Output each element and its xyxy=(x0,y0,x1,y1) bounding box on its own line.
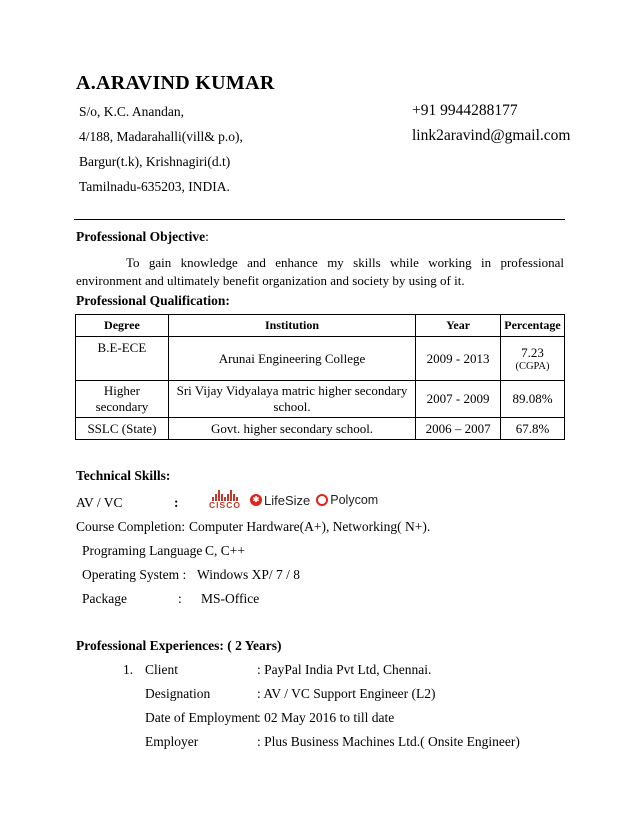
date-of-employment-label: Date of Employment xyxy=(145,710,259,725)
designation-value: : AV / VC Support Engineer (L2) xyxy=(257,686,436,701)
programming-language-value: C, C++ xyxy=(205,543,245,558)
year-cell: 2007 - 2009 xyxy=(416,381,501,418)
av-vendor-logos xyxy=(206,488,378,512)
address-line-4: Tamilnadu-635203, INDIA. xyxy=(79,179,230,194)
column-header: Institution xyxy=(168,315,415,337)
qualification-heading: Professional Qualification: xyxy=(76,293,230,308)
course-completion-label: Course Completion: xyxy=(76,519,186,534)
degree-cell: B.E-ECE xyxy=(76,337,169,381)
date-of-employment-value: : 02 May 2016 to till date xyxy=(257,710,395,725)
employer-label: Employer xyxy=(145,734,199,749)
percentage-cell: 7.23 (CGPA) xyxy=(500,337,564,381)
degree-cell: Higher secondary xyxy=(76,381,169,418)
institution-cell: Arunai Engineering College xyxy=(168,337,415,381)
polycom-logo: Polycom xyxy=(316,493,378,507)
table-row xyxy=(76,381,565,418)
av-vc-label: AV / VC xyxy=(76,495,123,510)
email-address[interactable]: link2aravind@gmail.com xyxy=(412,127,571,144)
package-label: Package xyxy=(82,591,127,606)
table-row xyxy=(76,418,565,440)
objective-heading: Professional Objective: xyxy=(76,229,209,244)
institution-cell: Sri Vijay Vidyalaya matric higher secondary school. xyxy=(168,381,415,418)
operating-system-value: Windows XP/ 7 / 8 xyxy=(197,567,300,582)
course-completion-value: Computer Hardware(A+), Networking( N+). xyxy=(189,519,431,534)
programming-language-label: Programing Language xyxy=(82,543,203,558)
address-line-1: S/o, K.C. Anandan, xyxy=(79,104,185,119)
year-cell: 2009 - 2013 xyxy=(416,337,501,381)
employer-value: : Plus Business Machines Ltd.( Onsite Engineer) xyxy=(257,734,520,749)
av-vc-colon: : xyxy=(174,495,179,510)
designation-label: Designation xyxy=(145,686,211,701)
client-label: Client xyxy=(145,662,178,677)
package-value: MS-Office xyxy=(201,591,260,606)
experience-number: 1. xyxy=(123,662,134,677)
package-colon: : xyxy=(178,591,182,606)
client-value: : PayPal India Pvt Ltd, Chennai. xyxy=(257,662,432,677)
technical-skills-heading: Technical Skills: xyxy=(76,468,171,483)
address-line-2: 4/188, Madarahalli(vill& p.o), xyxy=(79,129,243,144)
table-row xyxy=(76,337,565,381)
column-header: Percentage xyxy=(500,315,564,337)
qualification-table xyxy=(75,314,565,440)
degree-cell: SSLC (State) xyxy=(76,418,169,440)
table-header-row xyxy=(76,315,565,337)
address-line-3: Bargur(t.k), Krishnagiri(d.t) xyxy=(79,154,231,169)
institution-cell: Govt. higher secondary school. xyxy=(168,418,415,440)
header-divider xyxy=(74,219,565,220)
lifesize-logo: ✱ LifeSize xyxy=(250,493,310,508)
percentage-cell: 89.08% xyxy=(500,381,564,418)
column-header: Degree xyxy=(76,315,169,337)
percentage-cell: 67.8% xyxy=(500,418,564,440)
phone-number: +91 9944288177 xyxy=(412,102,518,119)
year-cell: 2006 – 2007 xyxy=(416,418,501,440)
cisco-logo: CISCO xyxy=(206,490,244,510)
objective-text: To gain knowledge and enhance my skills while working in professional environment and ultimately benefit organization and society by using of it. xyxy=(76,255,564,288)
column-header: Year xyxy=(416,315,501,337)
experience-heading: Professional Experiences: ( 2 Years) xyxy=(76,638,282,653)
candidate-name: A.ARAVIND KUMAR xyxy=(76,72,275,94)
operating-system-label: Operating System : xyxy=(82,567,187,582)
